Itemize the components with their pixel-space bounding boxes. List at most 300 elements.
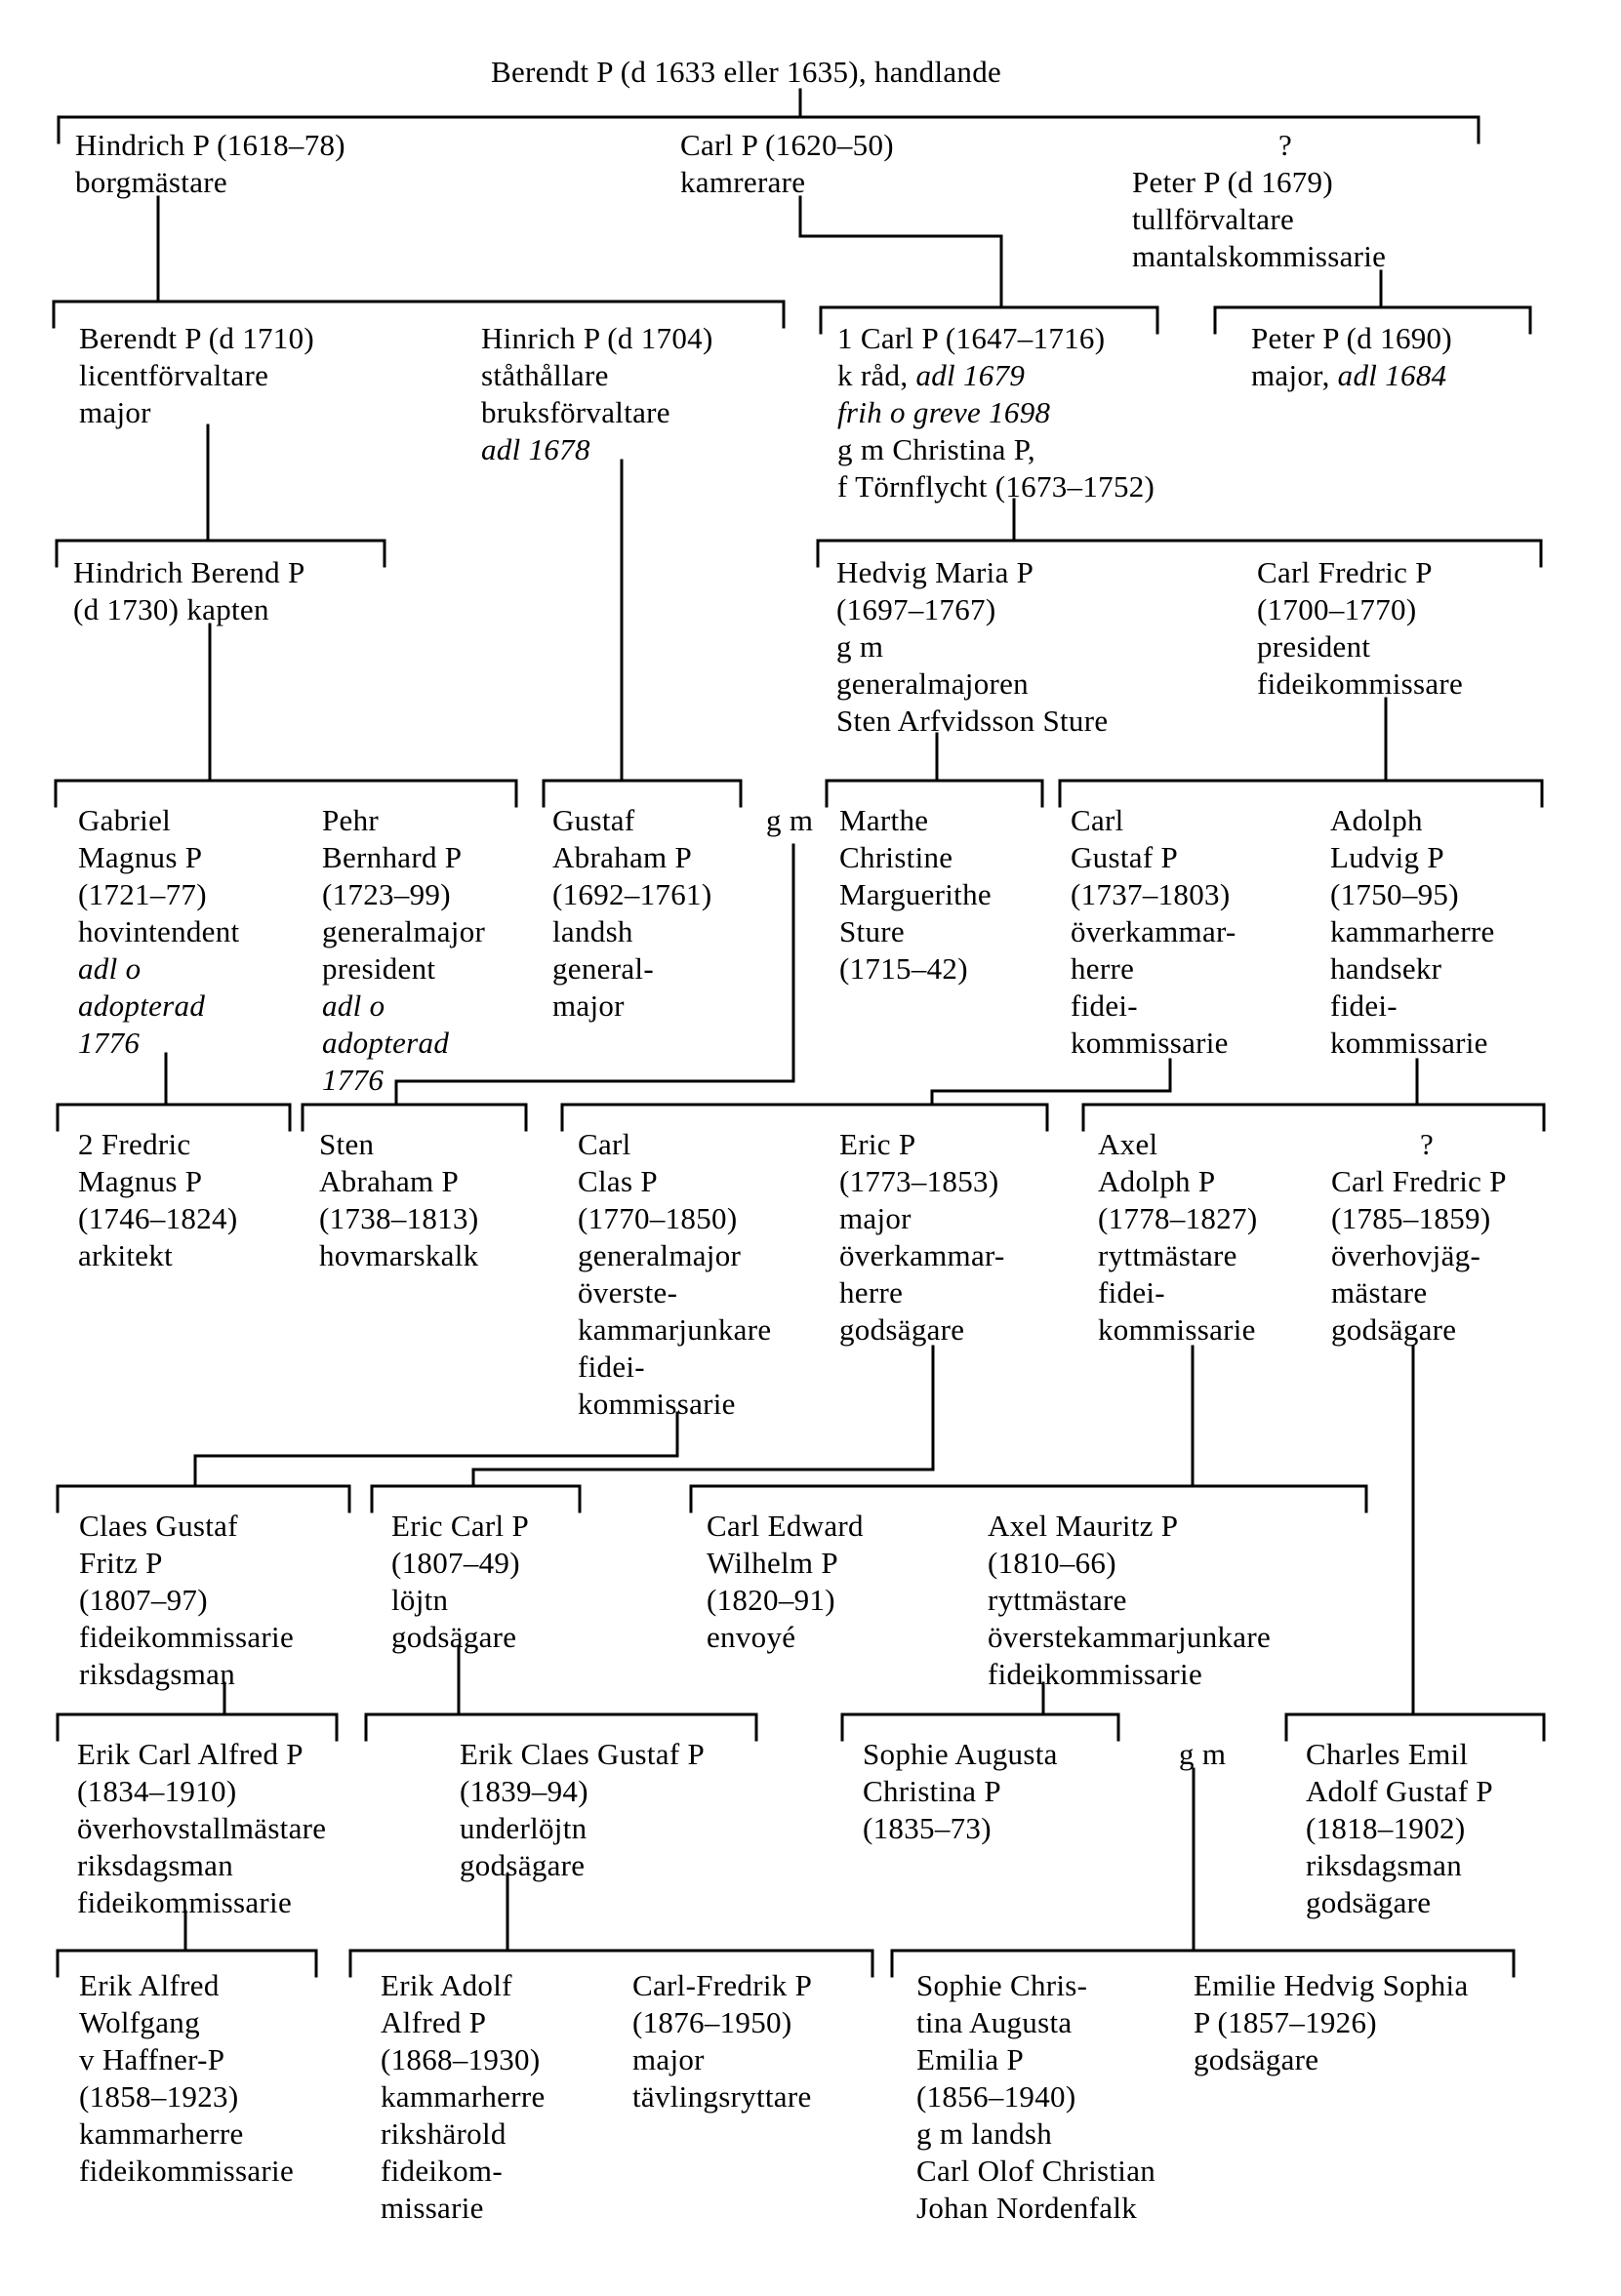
person-text-run: Adolf Gustaf P (1306, 1774, 1493, 1808)
person-text-run: Carl Olof Christian (916, 2154, 1156, 2188)
person-text-line (1251, 357, 1452, 394)
person-text-line (916, 2041, 1155, 2078)
person-text-line (78, 839, 239, 876)
person-text-run: herre (1071, 951, 1135, 986)
person-text-line (319, 1237, 478, 1274)
person-text-run: fideikom- (381, 2154, 503, 2188)
person-text-run: underlöjtn (460, 1811, 588, 1845)
person-text-run: g m Christina P, (837, 432, 1035, 466)
person-text-run: envoyé (707, 1620, 796, 1654)
person-text-run: generalmajor (578, 1238, 742, 1272)
person-text-run: (1856–1940) (916, 2079, 1076, 2114)
person-berendt-root (491, 54, 1001, 91)
person-text-line (481, 357, 713, 394)
person-text-line (707, 1508, 864, 1545)
person-text-line (481, 394, 713, 431)
person-text-run: general- (552, 951, 654, 986)
person-text-line (79, 1656, 294, 1693)
person-sophie-augusta (863, 1736, 1058, 1847)
person-text-run: g m landsh (916, 2116, 1053, 2151)
person-text-run: överste- (578, 1275, 678, 1309)
person-text-run: Adolph P (1098, 1164, 1216, 1198)
person-text-line (319, 1126, 478, 1163)
person-text-run: Berendt P (d 1710) (79, 321, 315, 355)
person-text-run: Ludvig P (1330, 840, 1444, 874)
person-text-line (552, 987, 711, 1025)
person-text-run: missarie (381, 2191, 484, 2225)
person-text-run: Abraham P (552, 840, 693, 874)
person-text-line (1330, 802, 1495, 839)
person-text-line (1257, 628, 1463, 665)
person-text-line (78, 987, 239, 1025)
person-text-line (78, 1126, 237, 1163)
person-text-line (916, 2115, 1155, 2153)
person-text-line (1330, 1025, 1495, 1062)
person-text-line (837, 320, 1155, 357)
person-text-line (460, 1810, 705, 1847)
person-text-run: hovmarskalk (319, 1238, 479, 1272)
person-text-run: arkitekt (78, 1238, 174, 1272)
person-text-run: tävlingsryttare (632, 2079, 812, 2114)
person-text-run: herre (839, 1275, 904, 1309)
person-text-line (578, 1126, 771, 1163)
person-text-run: handsekr (1330, 951, 1442, 986)
person-text-run: major, (1251, 358, 1338, 392)
person-carl-clas (578, 1126, 771, 1423)
person-hindrich-berend (73, 554, 305, 628)
person-text-run: generalmajor (322, 914, 486, 948)
person-text-line (460, 1736, 705, 1773)
person-text-run: Sophie Chris- (916, 1968, 1088, 2002)
person-text-run: (1818–1902) (1306, 1811, 1466, 1845)
person-text-run: (1785–1859) (1331, 1201, 1491, 1235)
person-text-line (680, 164, 894, 201)
person-text-run: Carl (1071, 803, 1124, 837)
person-text-line (578, 1237, 771, 1274)
person-text-line (1330, 987, 1495, 1025)
person-text-run: kammarjunkare (578, 1312, 772, 1347)
person-text-run: k råd, (837, 358, 916, 392)
person-text-run: Wilhelm P (707, 1546, 838, 1580)
person-text-line (839, 1163, 1005, 1200)
person-text-line (988, 1508, 1271, 1545)
person-carl-edward (707, 1508, 864, 1656)
person-text-run: Eric P (839, 1127, 916, 1161)
person-text-line (322, 802, 485, 839)
person-text-run: ryttmästare (988, 1583, 1127, 1617)
person-text-run: Carl-Fredrik P (632, 1968, 813, 2002)
person-text-run: Bernhard P (322, 840, 463, 874)
person-text-line (836, 703, 1108, 740)
person-text-line (916, 2190, 1155, 2227)
person-text-line (381, 2004, 546, 2041)
person-text-run: fidei- (1098, 1275, 1165, 1309)
person-text-run: Berendt P (d 1633 eller 1635), handlande (491, 55, 1002, 89)
person-hinrich-1704 (481, 320, 713, 468)
person-text-run: major (79, 395, 151, 429)
person-text-run: Adolph (1330, 803, 1423, 837)
person-text-line (77, 1810, 326, 1847)
person-carl-gustaf (1071, 802, 1236, 1062)
person-text-line (552, 839, 711, 876)
person-text-line (988, 1545, 1271, 1582)
person-text-run: (1807–49) (391, 1546, 520, 1580)
person-text-run: mästare (1331, 1275, 1428, 1309)
person-text-line (988, 1656, 1271, 1693)
person-text-run: borgmästare (75, 165, 227, 199)
person-text-run: Sten Arfvidsson Sture (836, 704, 1109, 738)
person-text-line (578, 1163, 771, 1200)
person-text-line (863, 1810, 1058, 1847)
person-text-line (391, 1545, 529, 1582)
person-text-line (79, 2078, 294, 2115)
person-text-line (79, 2153, 294, 2190)
person-text-run: ? (1420, 1127, 1435, 1161)
person-text-run-italic: frih o greve 1698 (837, 395, 1051, 429)
person-text-run: godsägare (839, 1312, 965, 1347)
person-text-run: Claes Gustaf (79, 1509, 238, 1543)
person-text-line (916, 2004, 1155, 2041)
person-text-line (578, 1274, 771, 1311)
person-text-run: v Haffner-P (79, 2042, 225, 2076)
person-text-line (1098, 1311, 1257, 1349)
person-text-line (79, 394, 314, 431)
person-text-run-italic: adl 1679 (915, 358, 1026, 392)
person-text-run-italic: adl 1684 (1337, 358, 1447, 392)
person-text-run: f Törnflycht (1673–1752) (837, 469, 1155, 504)
person-text-run: Carl P (1620–50) (680, 128, 894, 162)
person-text-run: överhovjäg- (1331, 1238, 1481, 1272)
person-text-run: (1839–94) (460, 1774, 588, 1808)
person-text-line (839, 1237, 1005, 1274)
person-text-line (839, 950, 992, 987)
person-text-line (1098, 1126, 1257, 1163)
person-text-run: kommissarie (1071, 1026, 1229, 1060)
person-text-line (319, 1200, 478, 1237)
person-text-run: mantalskommissarie (1132, 239, 1387, 273)
person-sten-abraham (319, 1126, 478, 1274)
person-text-run: löjtn (391, 1583, 449, 1617)
person-text-run: Wolfgang (79, 2005, 200, 2039)
person-text-run: kammarherre (1330, 914, 1495, 948)
person-text-line (863, 1773, 1058, 1810)
person-text-line (837, 394, 1155, 431)
person-text-line (839, 1274, 1005, 1311)
person-text-run: fideikommissarie (79, 2154, 295, 2188)
person-text-line (391, 1582, 529, 1619)
person-text-line (837, 357, 1155, 394)
person-axel-adolph (1098, 1126, 1257, 1349)
person-text-run: Magnus P (78, 1164, 203, 1198)
person-text-run: Abraham P (319, 1164, 460, 1198)
person-text-line (632, 1967, 812, 2004)
person-text-line (1306, 1773, 1493, 1810)
person-text-run: (1700–1770) (1257, 592, 1417, 626)
person-text-line (381, 2190, 546, 2227)
person-text-run: överhovstallmästare (77, 1811, 327, 1845)
person-text-line (632, 2078, 812, 2115)
person-text-run-italic: adopterad (322, 1026, 450, 1060)
person-text-run: ? (1278, 128, 1293, 162)
person-text-run: kammarherre (79, 2116, 244, 2151)
person-text-run: Hinrich P (d 1704) (481, 321, 713, 355)
person-text-run: licentförvaltare (79, 358, 269, 392)
person-text-line (707, 1545, 864, 1582)
person-text-line (1071, 987, 1236, 1025)
person-eric-carl (391, 1508, 529, 1656)
person-text-line (75, 164, 345, 201)
person-text-run: (1807–97) (79, 1583, 208, 1617)
person-marthe-sture (839, 802, 992, 987)
person-text-line (578, 1200, 771, 1237)
person-text-run: major (632, 2042, 705, 2076)
person-text-run: fidei- (1330, 988, 1398, 1023)
person-text-run: Charles Emil (1306, 1737, 1469, 1771)
person-text-run: (1770–1850) (578, 1201, 738, 1235)
person-text-run: godsägare (460, 1848, 586, 1882)
person-text-line (79, 1967, 294, 2004)
person-carl-1620 (680, 127, 894, 201)
person-text-line (78, 1237, 237, 1274)
person-text-line (836, 665, 1108, 703)
person-text-line (78, 1200, 237, 1237)
person-text-run: fideikommissarie (988, 1657, 1203, 1691)
person-emilie-hedvig (1194, 1967, 1469, 2078)
person-text-run: major (839, 1201, 912, 1235)
person-text-line (79, 2041, 294, 2078)
person-text-line (578, 1311, 771, 1349)
person-text-run: Sture (839, 914, 905, 948)
person-text-run: Alfred P (381, 2005, 487, 2039)
person-text-run: ståthållare (481, 358, 609, 392)
person-text-run: g m (836, 629, 884, 664)
person-text-line (916, 2153, 1155, 2190)
person-text-line (79, 2115, 294, 2153)
person-text-line (322, 987, 485, 1025)
person-text-run: (1715–42) (839, 951, 968, 986)
person-text-line (77, 1736, 326, 1773)
person-text-line (1132, 127, 1386, 164)
person-text-line (1331, 1274, 1507, 1311)
person-text-line (78, 950, 239, 987)
person-text-line (1132, 164, 1386, 201)
person-text-line (322, 839, 485, 876)
person-text-run: Magnus P (78, 840, 203, 874)
person-text-line (1194, 1967, 1469, 2004)
person-text-run: g m (1179, 1737, 1227, 1771)
person-text-line (79, 1619, 294, 1656)
marriage-label-1 (766, 802, 813, 839)
person-text-run: Gabriel (78, 803, 172, 837)
person-text-run: fidei- (1071, 988, 1138, 1023)
person-text-run: Axel (1098, 1127, 1158, 1161)
person-text-run: Erik Adolf (381, 1968, 512, 2002)
person-text-line (1330, 950, 1495, 987)
person-text-run: riksdagsman (77, 1848, 233, 1882)
person-text-line (707, 1619, 864, 1656)
person-text-line (707, 1582, 864, 1619)
person-text-run: överkammar- (839, 1238, 1005, 1272)
marriage-label-2 (1179, 1736, 1226, 1773)
person-text-run: (1810–66) (988, 1546, 1116, 1580)
person-text-line (839, 876, 992, 913)
person-text-line (1098, 1274, 1257, 1311)
person-text-run: landsh (552, 914, 633, 948)
person-text-line (78, 913, 239, 950)
person-text-line (1071, 802, 1236, 839)
person-carl-1647 (837, 320, 1155, 505)
person-text-line (1071, 1025, 1236, 1062)
person-adolph-ludvig (1330, 802, 1495, 1062)
person-text-line (381, 1967, 546, 2004)
person-text-line (836, 591, 1108, 628)
person-text-run: Eric Carl P (391, 1509, 530, 1543)
person-text-line (836, 628, 1108, 665)
person-text-run: kommissarie (1098, 1312, 1256, 1347)
person-text-line (381, 2078, 546, 2115)
person-hindrich-1618 (75, 127, 345, 201)
person-text-line (552, 802, 711, 839)
person-text-run: fidei- (578, 1349, 645, 1384)
person-text-run: Sophie Augusta (863, 1737, 1058, 1771)
person-text-run: (1868–1930) (381, 2042, 541, 2076)
person-berendt-1710 (79, 320, 314, 431)
person-text-line (1257, 591, 1463, 628)
person-erik-alfred-wolfgang (79, 1967, 294, 2190)
person-text-line (1306, 1884, 1493, 1921)
person-text-line (988, 1582, 1271, 1619)
person-text-line (78, 802, 239, 839)
person-text-line (552, 950, 711, 987)
person-text-run: Emilia P (916, 2042, 1025, 2076)
person-text-line (79, 1508, 294, 1545)
person-text-line (381, 2153, 546, 2190)
person-pehr-bernhard (322, 802, 485, 1099)
person-text-line (1331, 1311, 1507, 1349)
person-text-run: (1692–1761) (552, 877, 712, 911)
person-text-line (839, 913, 992, 950)
person-text-run: hovintendent (78, 914, 240, 948)
person-text-run: (1721–77) (78, 877, 207, 911)
person-text-line (1306, 1847, 1493, 1884)
person-text-line (77, 1847, 326, 1884)
person-text-line (79, 1582, 294, 1619)
person-text-line (839, 802, 992, 839)
person-text-line (78, 876, 239, 913)
person-text-run: Carl Fredric P (1257, 555, 1433, 589)
person-text-run: godsägare (1194, 2042, 1319, 2076)
person-text-run: major (552, 988, 625, 1023)
person-text-line (1071, 913, 1236, 950)
person-text-run: Peter P (d 1690) (1251, 321, 1452, 355)
person-charles-emil (1306, 1736, 1493, 1921)
person-erik-carl-alfred (77, 1736, 326, 1921)
person-text-line (77, 1884, 326, 1921)
person-text-run: (1835–73) (863, 1811, 992, 1845)
person-text-run: Johan Nordenfalk (916, 2191, 1138, 2225)
person-text-run: Erik Alfred (79, 1968, 220, 2002)
person-text-run: överkammar- (1071, 914, 1236, 948)
person-text-run: bruksförvaltare (481, 395, 670, 429)
person-text-run: (1834–1910) (77, 1774, 237, 1808)
person-text-line (552, 876, 711, 913)
person-text-line (460, 1847, 705, 1884)
person-text-run: P (1857–1926) (1194, 2005, 1377, 2039)
person-text-line (839, 839, 992, 876)
person-text-line (766, 802, 813, 839)
person-text-line (1132, 238, 1386, 275)
person-text-line (1071, 876, 1236, 913)
person-text-run: rikshärold (381, 2116, 507, 2151)
person-text-run: Carl Fredric P (1331, 1164, 1507, 1198)
person-text-line (1330, 913, 1495, 950)
person-text-run-italic: adl o (78, 951, 142, 986)
person-text-line (1331, 1200, 1507, 1237)
person-text-line (578, 1386, 771, 1423)
person-text-line (79, 357, 314, 394)
person-text-run: 1 Carl P (1647–1716) (837, 321, 1106, 355)
person-claes-gustaf-fritz (79, 1508, 294, 1693)
person-text-line (481, 320, 713, 357)
person-text-run: Hindrich Berend P (73, 555, 305, 589)
person-text-line (1194, 2004, 1469, 2041)
person-text-run: Clas P (578, 1164, 658, 1198)
person-text-line (460, 1773, 705, 1810)
person-text-line (552, 913, 711, 950)
person-carl-fredric-1700 (1257, 554, 1463, 703)
person-text-run: (1778–1827) (1098, 1201, 1258, 1235)
person-text-line (1330, 876, 1495, 913)
person-text-line (391, 1619, 529, 1656)
person-gabriel-magnus (78, 802, 239, 1062)
person-text-run: ryttmästare (1098, 1238, 1237, 1272)
person-text-run: (1697–1767) (836, 592, 996, 626)
person-text-run: godsägare (391, 1620, 517, 1654)
person-text-line (1306, 1736, 1493, 1773)
person-text-run: Carl Edward (707, 1509, 864, 1543)
person-text-run: kommissarie (578, 1387, 736, 1421)
person-text-line (391, 1508, 529, 1545)
person-text-line (1330, 839, 1495, 876)
person-text-line (839, 1126, 1005, 1163)
person-text-run: (1750–95) (1330, 877, 1459, 911)
person-text-run: Gustaf (552, 803, 635, 837)
person-text-run: Pehr (322, 803, 380, 837)
person-text-run: Sten (319, 1127, 375, 1161)
person-eric (839, 1126, 1005, 1349)
person-text-line (680, 127, 894, 164)
person-text-line (1098, 1200, 1257, 1237)
person-text-run: kammarherre (381, 2079, 546, 2114)
person-text-run: kommissarie (1330, 1026, 1488, 1060)
person-text-line (839, 1311, 1005, 1349)
person-fredric-magnus (78, 1126, 237, 1274)
person-text-line (1098, 1163, 1257, 1200)
person-text-run: (d 1730) kapten (73, 592, 269, 626)
person-text-line (381, 2115, 546, 2153)
person-erik-claes-gustaf (460, 1736, 705, 1884)
person-text-line (837, 431, 1155, 468)
person-text-run: (1858–1923) (79, 2079, 239, 2114)
person-text-run: Erik Claes Gustaf P (460, 1737, 706, 1771)
person-text-run-italic: adopterad (78, 988, 206, 1023)
person-sophie-christina (916, 1967, 1155, 2227)
person-text-run: riksdagsman (1306, 1848, 1462, 1882)
person-text-line (1331, 1237, 1507, 1274)
person-gustaf-abraham (552, 802, 711, 1025)
person-text-line (916, 1967, 1155, 2004)
person-text-line (322, 1062, 485, 1099)
